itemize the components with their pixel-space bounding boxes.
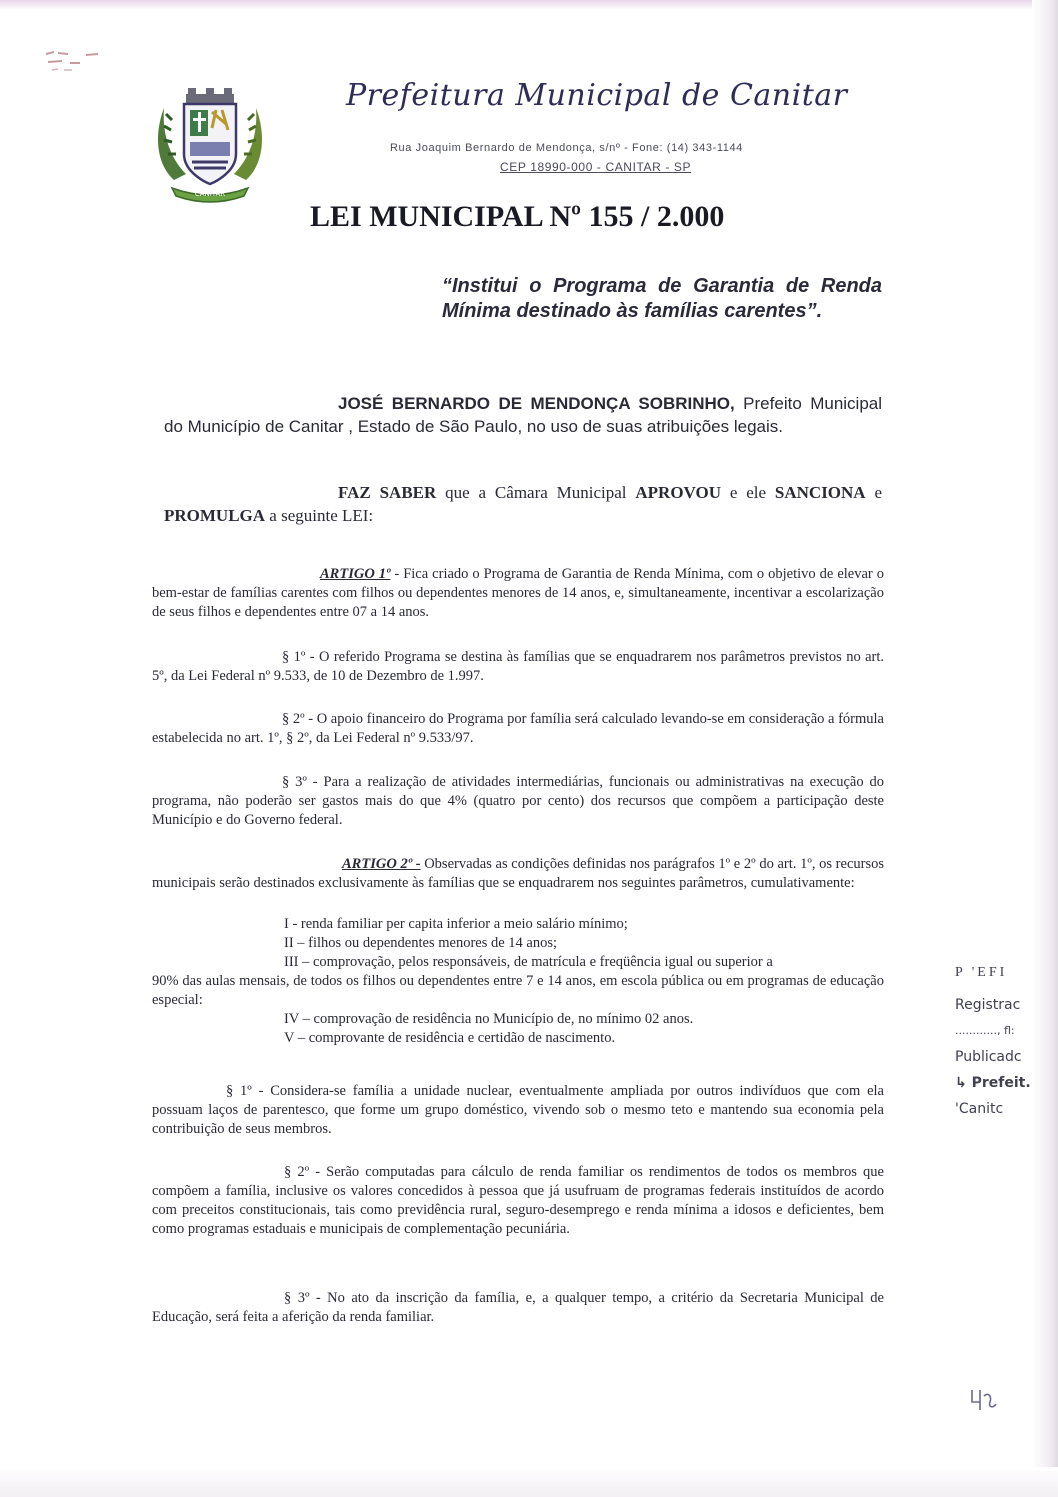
- list-item-continuation: 90% das aulas mensais, de todos os filhos ou dependentes entre 7 e 14 anos, em escola pública ou em programas de educação especial:: [152, 973, 884, 1008]
- preamble-text: Prefeito Municipal do Município de Canitar , Estado de São Paulo, no uso de suas atribuições legais.: [164, 394, 883, 436]
- enactment-sanciona: SANCIONA: [774, 483, 866, 502]
- law-title: LEI MUNICIPAL Nº 155 / 2.000: [310, 200, 725, 233]
- enactment-text-3: e: [865, 483, 882, 502]
- crest-label: CANITAR: [194, 190, 226, 198]
- mayor-name: JOSÉ BERNARDO DE MENDONÇA SOBRINHO,: [338, 394, 735, 413]
- artigo-2-text: Observadas as condições definidas nos parágrafos 1º e 2º do art. 1º, os recursos municipais serão destinados exclusivamente às famílias que se enquadrarem nos seguintes parâmetros, cumulativamente:: [152, 856, 884, 891]
- enactment-aprovou: APROVOU: [635, 483, 721, 502]
- stamp-line: P 'EFI: [955, 965, 1008, 980]
- artigo-2-items: [152, 915, 884, 1048]
- artigo-2: [152, 855, 884, 893]
- stamp-line: ............, fl:: [955, 1024, 1015, 1037]
- scan-edge-right: [1032, 0, 1058, 1497]
- registration-stamp: [955, 960, 1045, 1122]
- enactment-text-4: a seguinte LEI:: [265, 506, 374, 525]
- law-ementa: “Institui o Programa de Garantia de Renda Mínima destinado às famílias carentes”.: [442, 275, 882, 322]
- artigo-2-paragraph-1: § 1º - Considera-se família a unidade nuclear, eventualmente ampliada por outros indivíduos que com ela possuam laços de parentesco, que forme um grupo doméstico, vivendo sob o mesmo teto e mantendo sua economia pela contribuição de seus membros.: [152, 1083, 884, 1137]
- artigo-2-paragraph-2: § 2º - Serão computadas para cálculo de renda familiar os rendimentos de todos os membros que compõem a família, inclusive os valores concedidos à pessoa que já usufruam de programas federais instituídos de acordo com preceitos constitucionais, tais como previdência rural, seguro-desemprego e renda mínima a idosos e deficientes, bem como programas estaduais e municipais de complementação pecuniária.: [152, 1164, 884, 1237]
- artigo-2-label: ARTIGO 2º -: [342, 856, 421, 872]
- enactment-text-1: que a Câmara Municipal: [436, 483, 636, 502]
- municipal-crest-logo: [152, 84, 268, 204]
- artigo-1-text: - Fica criado o Programa de Garantia de Renda Mínima, com o objetivo de elevar o bem-estar de famílias carentes com filhos ou dependentes menores de 14 anos, e, simultaneamente, incentivar a escolarização de seus filhos e dependentes entre 07 a 14 anos.: [152, 566, 884, 620]
- faz-saber-lead: FAZ SABER: [338, 483, 437, 502]
- stamp-line: ↳ Prefeit.: [955, 1075, 1031, 1091]
- artigo-1-paragraph-1: § 1º - O referido Programa se destina às famílias que se enquadrarem nos parâmetros previstos no art. 5º, da Lei Federal nº 9.533, de 10 de Dezembro de 1.997.: [152, 649, 884, 684]
- stamp-line: Publicadc: [955, 1049, 1022, 1065]
- municipality-title: Prefeitura Municipal de Canitar: [346, 78, 848, 113]
- artigo-1: [152, 565, 884, 622]
- artigo-1-paragraph-2: § 2º - O apoio financeiro do Programa por família será calculado levando-se em consideração a fórmula estabelecida no art. 1º, § 2º, da Lei Federal nº 9.533/97.: [152, 711, 884, 746]
- artigo-1-paragraph-3: § 3º - Para a realização de atividades intermediárias, funcionais ou administrativas na execução do programa, não poderão ser gastos mais do que 4% (quatro por cento) dos recursos que compõem a participação deste Município e do Governo federal.: [152, 774, 884, 828]
- list-item: IV – comprovação de residência no Município de, no mínimo 02 anos.: [284, 1011, 694, 1027]
- list-item: I - renda familiar per capita inferior a meio salário mínimo;: [284, 916, 628, 932]
- municipality-cep: CEP 18990-000 - CANITAR - SP: [500, 160, 692, 174]
- scan-corner-mark: [42, 46, 112, 76]
- enactment-promulga: PROMULGA: [164, 506, 266, 525]
- artigo-2-paragraph-3: § 3º - No ato da inscrição da família, e, a qualquer tempo, a critério da Secretaria Municipal de Educação, será feita a aferição da renda familiar.: [152, 1290, 884, 1325]
- list-item: III – comprovação, pelos responsáveis, de matrícula e freqüência igual ou superior a: [284, 954, 773, 970]
- stamp-line: Registrac: [955, 997, 1021, 1013]
- list-item: II – filhos ou dependentes menores de 14 anos;: [284, 935, 558, 951]
- enactment-clause: [164, 481, 882, 527]
- municipality-address: Rua Joaquim Bernardo de Mendonça, s/nº - Fone: (14) 343-1144: [390, 142, 743, 154]
- scan-edge-top: [0, 0, 1058, 10]
- artigo-1-label: ARTIGO 1º: [320, 566, 391, 582]
- list-item: V – comprovante de residência e certidão de nascimento.: [284, 1030, 616, 1046]
- preamble: [164, 392, 882, 438]
- scan-edge-bottom: [0, 1467, 1058, 1497]
- stamp-line: 'Canitc: [955, 1101, 1004, 1117]
- handwritten-initials: [968, 1386, 998, 1412]
- enactment-text-2: e ele: [720, 483, 775, 502]
